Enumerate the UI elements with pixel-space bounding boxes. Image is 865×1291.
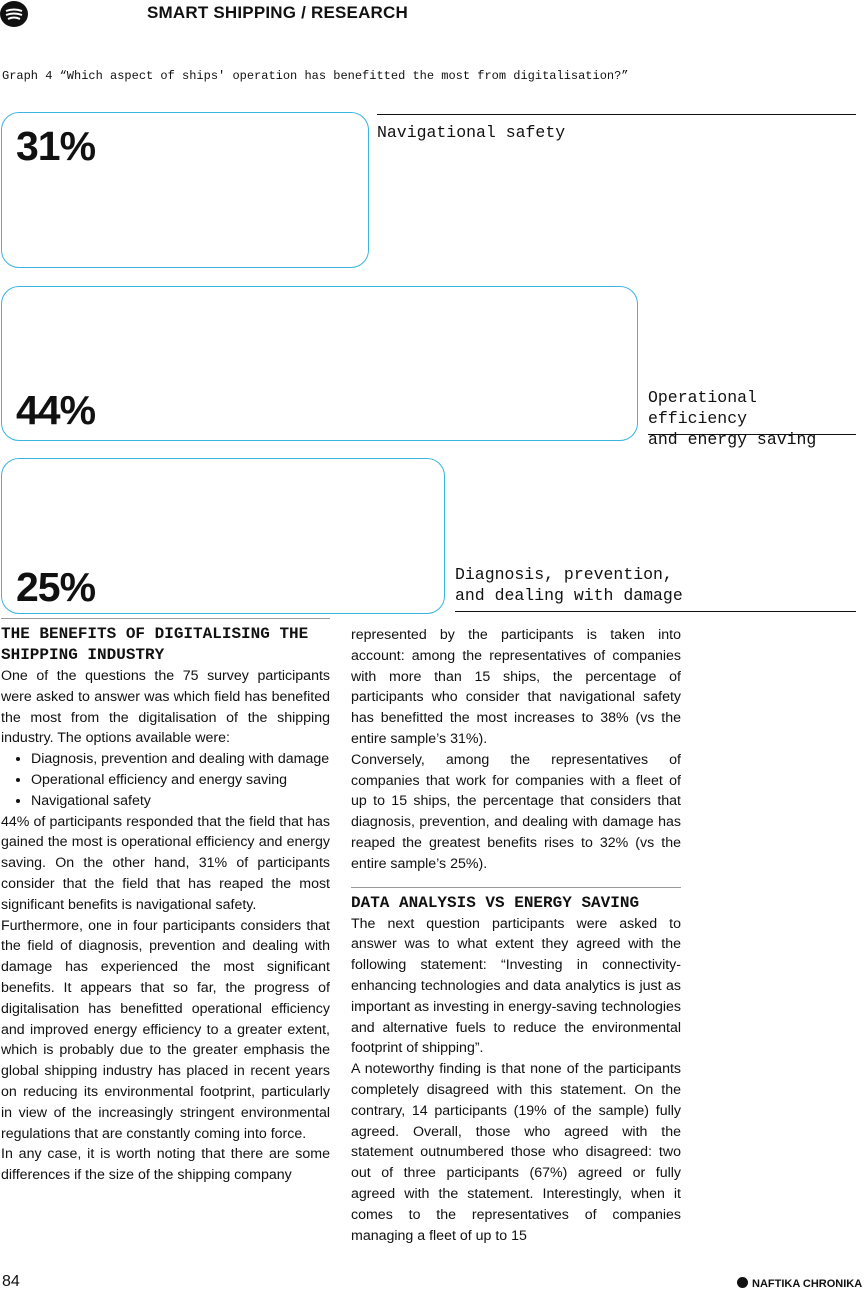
page-number: 84 (2, 1273, 20, 1290)
bar-label (455, 564, 683, 606)
footer-brand (737, 1277, 862, 1290)
article-column-right (351, 625, 681, 1246)
heading-line: SHIPPING INDUSTRY (1, 646, 165, 664)
list-item: • Navigational safety (31, 791, 330, 812)
divider (455, 611, 856, 612)
bar-operational-efficiency (1, 286, 638, 441)
bar-value: 44% (16, 387, 96, 433)
bar-label (648, 387, 865, 450)
paragraph: A noteworthy finding is that none of the participants completely disagreed with this statement. On the contrary, 14 participants (19% of the sample) fully agreed. Overall, those who agreed with the statement outnumbered those who disagreed: two out of three participants (67%) agreed or fully agreed with the statement. Interestingly, when it comes to the representatives of companies managing a fleet of up to 15 (351, 1061, 681, 1244)
paragraph: In any case, it is worth noting that there are some differences if the size of the shipping company (1, 1146, 330, 1184)
paragraph: 44% of participants responded that the field that has gained the most is operational efficiency and energy saving. On the other hand, 31% of participants consider that the field that has reaped the most significant benefits is navigational safety. (1, 813, 330, 913)
bar-label: Navigational safety (377, 123, 566, 142)
bar-label-line: and energy saving (648, 430, 817, 449)
divider (377, 114, 856, 115)
section-title: SMART SHIPPING / RESEARCH (147, 3, 408, 22)
bar-navigational-safety (1, 112, 369, 268)
paragraph: represented by the participants is taken into account: among the representatives of companies with more than 15 ships, the percentage of participants who consider that navigational safety has benefitted the most increases to 38% (vs the entire sample’s 31%). (351, 627, 681, 747)
section-heading (1, 624, 330, 666)
section-heading: DATA ANALYSIS VS ENERGY SAVING (351, 893, 640, 912)
paragraph: Furthermore, one in four participants considers that the field of diagnosis, prevention and dealing with damage has experienced the most significant benefits. It appears that so far, the progress of digitalisation has benefitted operational efficiency and improved energy efficiency to a greater extent, which is probably due to the greater emphasis the global shipping industry has placed in recent years on reducing its environmental footprint, particularly in view of the increasingly stringent environmental regulations that are constantly coming into force. (1, 917, 330, 1142)
brand-logo-icon (737, 1277, 748, 1288)
bar-value: 25% (16, 564, 96, 610)
list-item: • Diagnosis, prevention and dealing with damage (31, 749, 330, 770)
list-item: • Operational efficiency and energy saving (31, 770, 330, 791)
bar-label-line: Diagnosis, prevention, (455, 565, 673, 584)
paragraph: The next question participants were asked to answer was to what extent they agreed with the following statement: “Investing in connectivity-enhancing technologies and data analytics is just as important as investing in energy-saving technologies and alternative fuels to reduce the environmental footprint of shipping”. (351, 915, 681, 1057)
brand-name: NAFTIKA CHRONIKA (752, 1278, 863, 1290)
bar-diagnosis-prevention (1, 458, 445, 614)
logo-icon (0, 1, 28, 27)
heading-line: THE BENEFITS OF DIGITALISING THE (1, 625, 309, 643)
graph-caption: Graph 4 “Which aspect of ships' operation has benefitted the most from digitalisation?” (2, 69, 629, 83)
article-column-left (1, 624, 330, 1186)
divider (648, 434, 856, 435)
bar-label-line: and dealing with damage (455, 586, 683, 605)
paragraph: One of the questions the 75 survey participants were asked to answer was which field has benefited the most from the digitalisation of the shipping industry. The options available were: (1, 668, 330, 747)
paragraph: Conversely, among the representatives of companies that work for companies with a fleet of up to 15 ships, the percentage that considers that diagnosis, prevention, and dealing with damage has reaped the greatest benefits rises to 32% (vs the entire sample’s 25%). (351, 751, 681, 872)
column-divider (351, 887, 681, 888)
bar-value: 31% (16, 123, 96, 169)
bar-label-line: Operational efficiency (648, 388, 757, 428)
options-list (1, 749, 330, 811)
column-divider (1, 618, 330, 619)
